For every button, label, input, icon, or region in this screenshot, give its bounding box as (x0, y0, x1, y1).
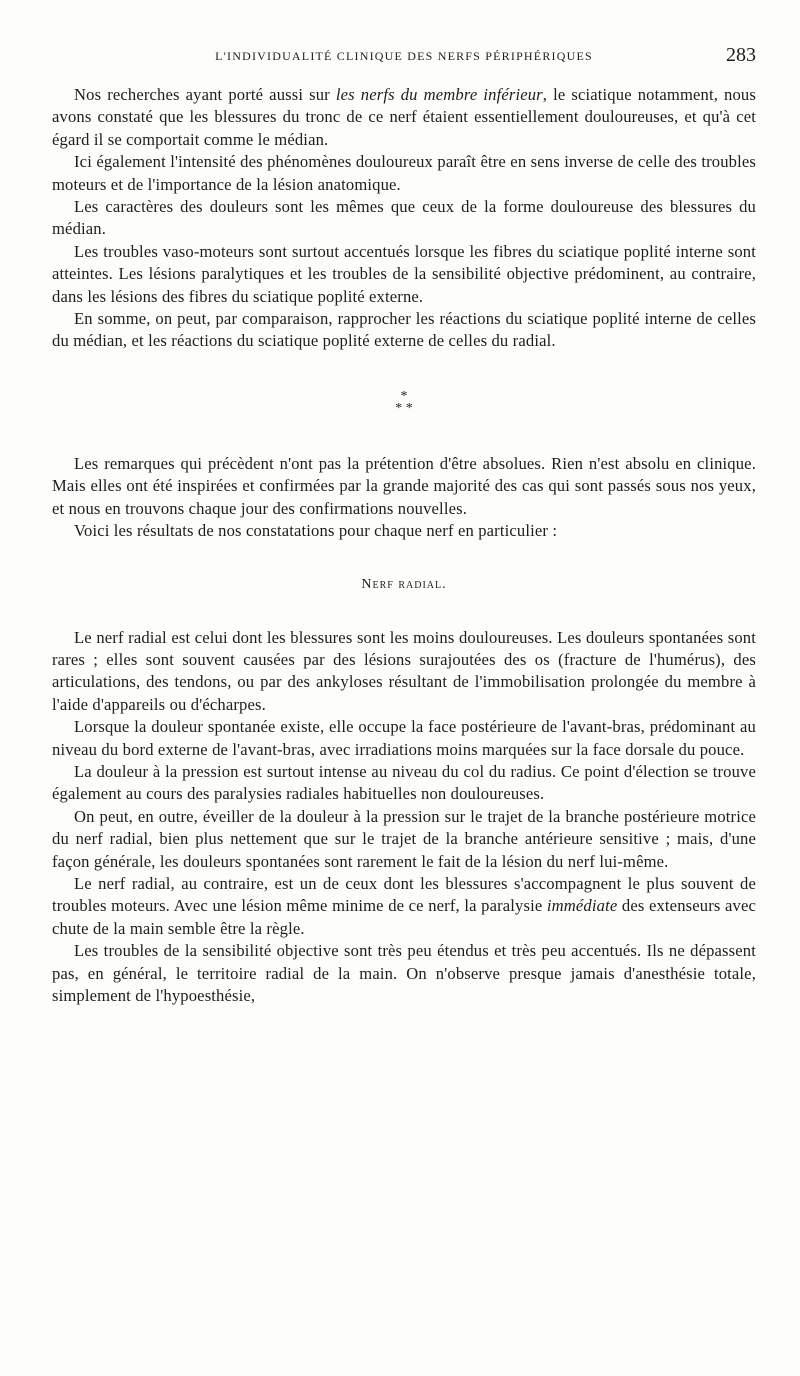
body-text-intro (52, 84, 756, 353)
running-head (52, 44, 756, 72)
paragraph: Le nerf radial est celui dont les blessures sont les moins douloureuses. Les douleurs spontanées sont rares ; elles sont souvent causées par des lésions surajoutées des os (fracture de l'humérus), des articulations, des tendons, ou par des ankyloses résultant de l'immobilisation prolongée du membre à l'aide d'appareils ou d'écharpes. (52, 627, 756, 714)
body-text-radial (52, 627, 756, 1008)
page-number: 283 (726, 44, 756, 66)
book-page (52, 44, 756, 1007)
asterism-separator (52, 388, 756, 416)
paragraph: Lorsque la douleur spontanée existe, elle occupe la face postérieure de l'avant-bras, prédominant au niveau du bord externe de l'avant-bras, avec irradiations moins marquées sur la face dorsale du pouce. (52, 717, 756, 759)
paragraph: Les caractères des douleurs sont les mêmes que ceux de la forme douloureuse des blessures du médian. (52, 197, 756, 239)
paragraph: Voici les résultats de nos constatations pour chaque nerf en particulier : (74, 521, 558, 541)
paragraph: Le nerf radial, au contraire, est un de ceux dont les blessures s'accompagnent le plus souvent de troubles moteurs. Avec une lésion même minime de ce nerf, la paralysie immédiate des extenseurs avec chute de la main semble être la règle. (52, 873, 756, 938)
paragraph: Les troubles de la sensibilité objective sont très peu étendus et très peu accentués. Ils ne dépassent pas, en général, le territoire radial de la main. On n'observe presque jamais d'anesthésie totale, simplement de l'hypoesthésie, (52, 941, 756, 1005)
section-title: Nerf radial. (361, 576, 447, 592)
running-title: L'INDIVIDUALITÉ CLINIQUE DES NERFS PÉRIPHÉRIQUES (215, 49, 593, 63)
asterism-bottom: * * (395, 400, 413, 416)
body-text-remarks (52, 453, 756, 543)
asterism-top: * (400, 388, 408, 404)
paragraph: La douleur à la pression est surtout intense au niveau du col du radius. Ce point d'élection se trouve également au cours des paralysies radiales habituelles non douloureuses. (52, 761, 756, 804)
paragraph: Les troubles vaso-moteurs sont surtout accentués lorsque les fibres du sciatique poplité interne sont atteintes. Les lésions paralytiques et les troubles de la sensibilité objective prédominent, au contraire, dans les lésions des fibres du sciatique poplité externe. (52, 241, 756, 306)
paragraph: On peut, en outre, éveiller de la douleur à la pression sur le trajet de la branche postérieure motrice du nerf radial, bien plus nettement que sur le trajet de la branche antérieure sensitive ; mais, d'une façon générale, les douleurs spontanées sont rarement le fait de la lésion du nerf lui-même. (52, 806, 756, 871)
paragraph: Ici également l'intensité des phénomènes douloureux paraît être en sens inverse de celle des troubles moteurs et de l'importance de la lésion anatomique. (52, 152, 756, 194)
paragraph: En somme, on peut, par comparaison, rapprocher les réactions du sciatique poplité interne de celles du médian, et les réactions du sciatique poplité externe de celles du radial. (52, 309, 756, 351)
paragraph: Les remarques qui précèdent n'ont pas la prétention d'être absolues. Rien n'est absolu en clinique. Mais elles ont été inspirées et confirmées par la grande majorité des cas qui sont passés sous nos yeux, et nous en trouvons chaque jour des confirmations nouvelles. (52, 453, 756, 518)
paragraph: Nos recherches ayant porté aussi sur les nerfs du membre inférieur, le sciatique notamment, nous avons constaté que les blessures du tronc de ce nerf étaient essentiellement douloureuses, et qu'à cet égard il se comportait comme le médian. (52, 85, 756, 149)
